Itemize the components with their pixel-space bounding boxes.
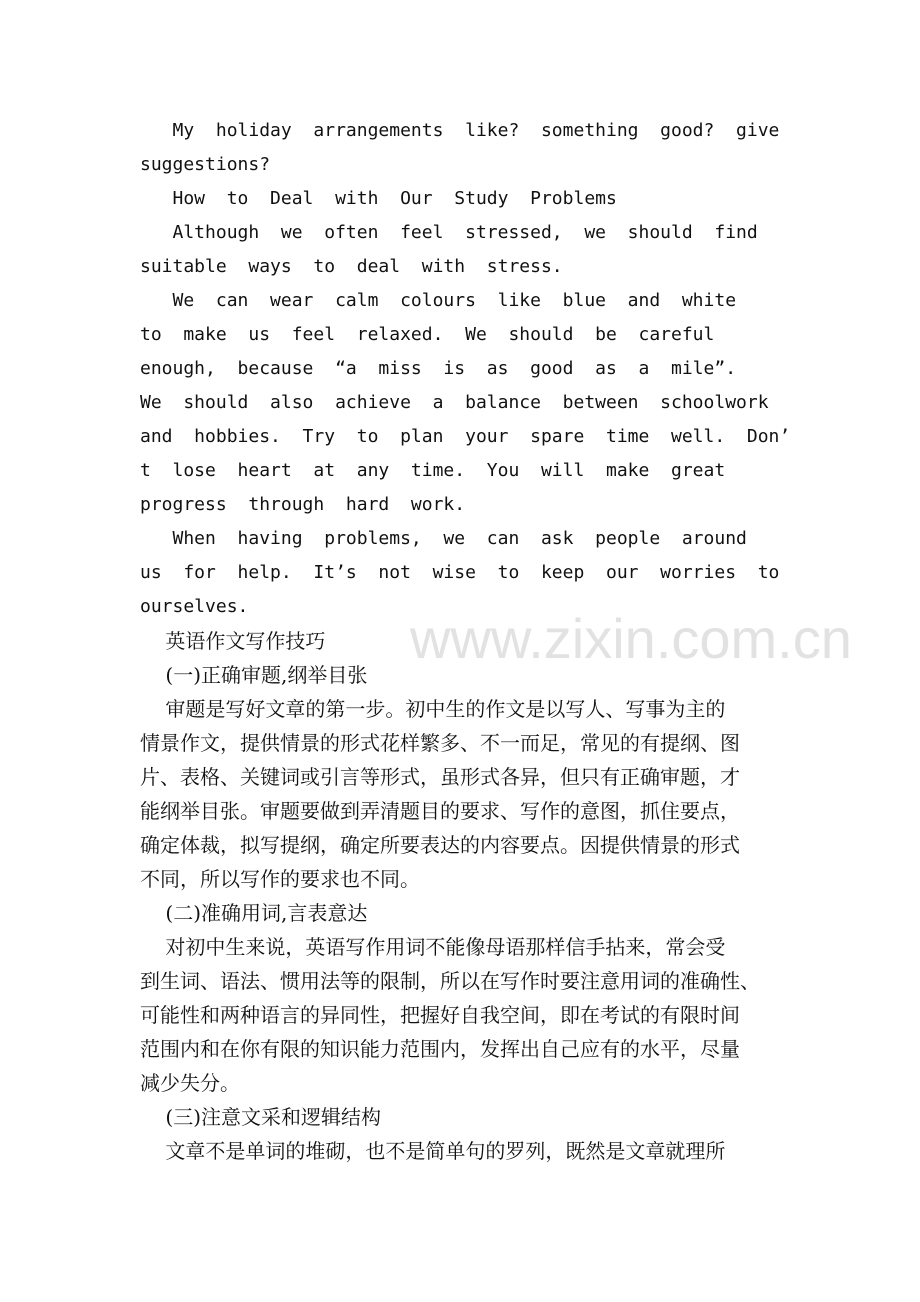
text-line: t lose heart at any time. You will make great [140,460,726,481]
text-line: ourselves. [140,596,249,617]
text-line: 范围内和在你有限的知识能力范围内，发挥出自己应有的水平，尽量 [140,1037,740,1061]
subheading: (二)准确用词,言表意达 [140,901,368,925]
text-line: 对初中生来说，英语写作用词不能像母语那样信手拈来，常会受 [140,935,726,959]
text-line: 能纲举目张。审题要做到弄清题目的要求、写作的意图，抓住要点， [140,799,740,823]
watermark: www.zixin.com.cn [410,607,852,670]
text-line: 不同，所以写作的要求也不同。 [140,867,420,891]
text-line: 情景作文，提供情景的形式花样繁多、不一而足，常见的有提纲、图 [140,731,740,755]
text-line: enough, because “a miss is as good as a mile”. [140,358,737,379]
text-line: Although we often feel stressed, we should find [140,222,758,243]
text-line: We should also achieve a balance between schoolwork [140,392,769,413]
text-line: to make us feel relaxed. We should be careful [140,324,715,345]
text-line: progress through hard work. [140,494,466,515]
text-line: and hobbies. Try to plan your spare time well. Don’ [140,426,791,447]
text-line: 可能性和两种语言的异同性，把握好自我空间，即在考试的有限时间 [140,1003,740,1027]
text-line: We can wear calm colours like blue and white [140,290,737,311]
text-line: suitable ways to deal with stress. [140,256,563,277]
text-line: us for help. It’s not wise to keep our worries to [140,562,780,583]
essay-title: How to Deal with Our Study Problems [140,188,617,209]
section-heading: 英语作文写作技巧 [140,629,326,653]
text-line: 审题是写好文章的第一步。初中生的作文是以写人、写事为主的 [140,697,726,721]
text-line: When having problems, we can ask people around [140,528,747,549]
subheading: (一)正确审题,纲举目张 [140,663,368,687]
text-line: My holiday arrangements like? something good? give [140,120,780,141]
subheading: (三)注意文采和逻辑结构 [140,1105,382,1129]
text-line: suggestions? [140,154,271,175]
text-line: 减少失分。 [140,1071,240,1095]
text-line: 到生词、语法、惯用法等的限制，所以在写作时要注意用词的准确性、 [140,969,760,993]
text-line: 文章不是单词的堆砌，也不是简单句的罗列，既然是文章就理所 [140,1139,726,1163]
text-line: 确定体裁，拟写提纲，确定所要表达的内容要点。因提供情景的形式 [140,833,740,857]
text-line: 片、表格、关键词或引言等形式，虽形式各异，但只有正确审题，才 [140,765,740,789]
